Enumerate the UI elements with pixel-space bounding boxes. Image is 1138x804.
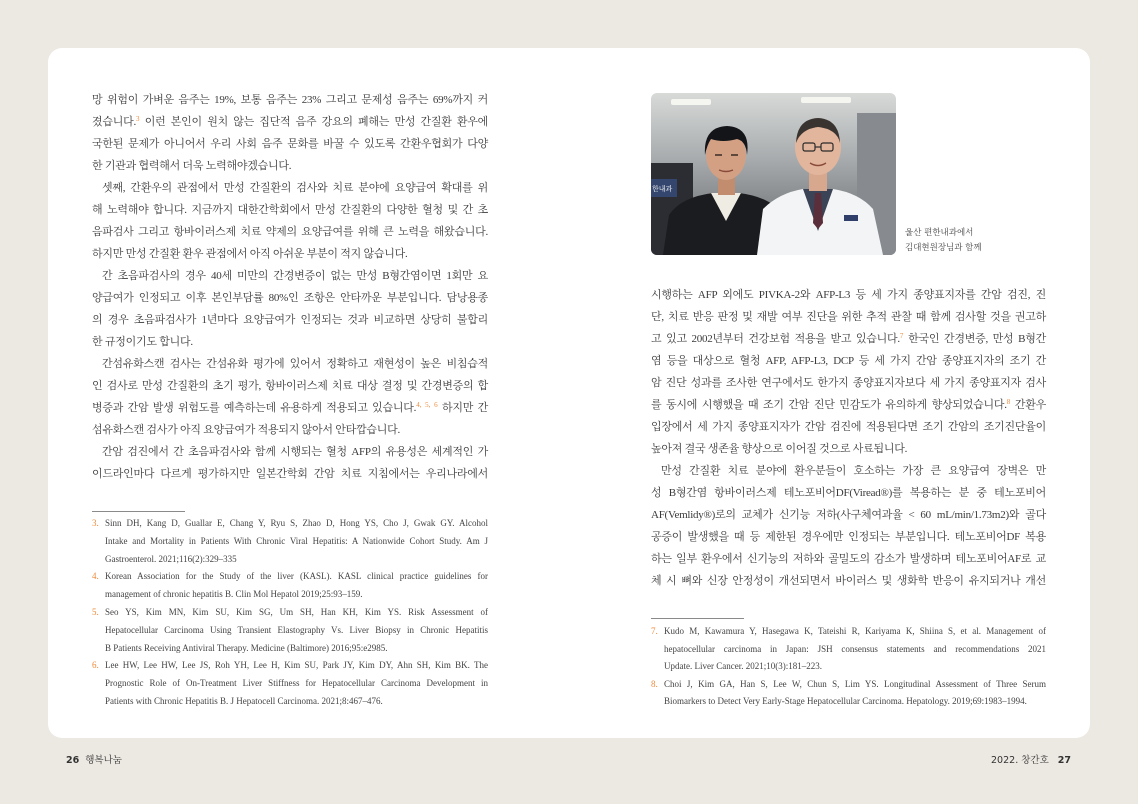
body-text-line: 한 기관과 협력해서 더욱 노력해야겠습니다. (92, 160, 292, 172)
body-text-line: 간 초음파검사의 경우 40세 미만의 간경변증이 없는 만성 B형간염이면 1회만 요 (102, 270, 488, 282)
reference-line: management of chronic hepatitis B. Clin Mol Hepatol 2019;25:93–159. (105, 589, 363, 600)
footnote-ref: 7 (899, 332, 904, 340)
reference-line: Korean Association for the Study of the liver (KASL). KASL clinical practice guidelines for (105, 571, 488, 582)
left-column (92, 89, 488, 485)
reference-line: hepatocellular carcinoma in Japan: JSH consensus statements and recommendations 2021 (664, 643, 1046, 654)
reference-number: 7. (651, 626, 658, 636)
body-text-line: 의 경우 초음파검사가 1년마다 요양급여가 인정되는 것과 비교하면 상당히 불합리 (92, 314, 488, 326)
ceiling-light (671, 99, 711, 105)
body-text-line: 음파검사 그리고 항바이러스제 치료 약제의 요양급여를 위해 큰 노력을 해왔습니다. (92, 226, 488, 238)
footnote-ref: 8 (1006, 398, 1011, 406)
page-number: 27 (1057, 755, 1071, 766)
reference-line: Choi J, Kim GA, Han S, Lee W, Chun S, Lim YS. Longitudinal Assessment of Three Serum (664, 678, 1046, 689)
reference-item (92, 568, 488, 604)
reference-line: Prognostic Role of On-Treatment Liver Stiffness for Hepatocellular Carcinoma Development in (105, 678, 488, 689)
body-text-line: 인 검사로 만성 간질환의 초기 평가, 항바이러스제 치료 대상 결정 및 간경변증의 합 (92, 380, 488, 392)
references-left (92, 515, 488, 711)
reference-line: Biomarkers to Detect Very Early-Stage Hepatocellular Carcinoma. Hepatology. 2019;69:1983–1994. (664, 696, 1027, 706)
body-text-line: 만성 간질환 치료 분야에 환우분들이 호소하는 가장 큰 요양급여 장벽은 만 (661, 465, 1046, 477)
text-run: 고 있고 2002년부터 건강보험 적용을 받고 있습니다. (651, 333, 900, 345)
reference-line: Kudo M, Kawamura Y, Hasegawa K, Tateishi R, Kariyama K, Shiina S, et al. Management of (664, 626, 1046, 636)
text-run: 하지만 간 (437, 402, 488, 414)
reference-number: 4. (92, 571, 99, 582)
reference-line: Intake and Mortality in Patients With Chronic Viral Hepatitis: A Nationwide Cohort Study. Am J (105, 535, 488, 546)
footnote-divider (92, 511, 185, 512)
reference-line: Seo YS, Kim MN, Kim SU, Kim SG, Um SH, Han KH, Kim YS. Risk Assessment of (105, 606, 488, 617)
reference-line: Update. Liver Cancer. 2021;10(3):181–223. (664, 661, 822, 671)
reference-item (651, 623, 1046, 676)
body-text-line: 시행하는 AFP 외에도 PIVKA-2와 AFP-L3 등 세 가지 종양표지자를 간암 검진, 진 (651, 289, 1046, 301)
body-text-line (651, 394, 1046, 416)
footer-left (66, 754, 122, 768)
text-run: 졌습니다. (92, 116, 137, 128)
paragraph (92, 89, 488, 177)
reference-number: 3. (92, 518, 99, 528)
reference-body (105, 568, 488, 604)
reference-number: 5. (92, 606, 99, 617)
paragraph (92, 353, 488, 441)
body-text-line: 간암 검진에서 간 초음파검사와 함께 시행되는 혈청 AFP의 유용성은 세계적인 가 (102, 446, 488, 458)
reference-body (664, 623, 1046, 676)
reference-body (105, 515, 488, 568)
clinic-sign-text: 한내과 (652, 185, 673, 193)
body-text-line (651, 328, 1046, 350)
caption-line: 김대현원장님과 함께 (905, 243, 982, 253)
body-text-line: 섬유화스캔 검사가 아직 요양급여가 적용되지 않아서 안타깝습니다. (92, 424, 401, 436)
body-text-line: 한 규정이기도 합니다. (92, 336, 193, 348)
body-text-line: 하는 일부 환우에서 신기능의 저하와 골밀도의 감소가 발생하며 테노포비어AF로 교 (651, 553, 1046, 565)
reference-line: Lee HW, Lee HW, Lee JS, Roh YH, Lee H, Kim SU, Park JY, Kim DY, Ahn SH, Kim BK. The (105, 660, 488, 671)
text-run: 를 동시에 시행했을 때 조기 간암 진단 민감도가 유의하게 향상되었습니다. (651, 399, 1007, 411)
body-text-line: 이드라인마다 다르게 평가하지만 일본간학회 간암 치료 지침에서는 우리나라에서 (92, 468, 488, 480)
body-text-line: 하지만 만성 간질환 환우 관점에서 아직 아쉬운 부분이 적지 않습니다. (92, 248, 408, 260)
body-text-line: 암 진단 성과를 조사한 연구에서도 한가지 종양표지자보다 세 가지 종양표지자 검사 (651, 377, 1046, 389)
paragraph (92, 441, 488, 485)
text-run: 이런 본인이 원치 않는 집단적 음주 강요의 폐해는 만성 간질환 환우에 (139, 116, 488, 128)
paragraph (651, 460, 1046, 592)
body-text-line: 양급여가 인정되고 이후 본인부담률 80%인 조항은 안타까운 부분입니다. 담낭용종 (92, 292, 488, 304)
body-text-line: 해 노력해야 합니다. 지금까지 대한간학회에서 만성 간질환의 다양한 혈청 및 간 초 (92, 204, 488, 216)
references-right (651, 623, 1046, 711)
reference-item (92, 657, 488, 710)
body-text-line: 국한된 문제가 아니어서 우리 사회 음주 문화를 바꿀 수 있도록 간환우협회가 다양 (92, 138, 488, 150)
body-text-line: 공증이 발생했을 때 등 제한된 경우에만 인정되는 부분입니다. 테노포비어DF 복용 (651, 531, 1046, 543)
reference-line: B Patients Receiving Antiviral Therapy. Medicine (Baltimore) 2016;95:e2985. (105, 642, 388, 653)
body-text-line: 셋째, 간환우의 관점에서 만성 간질환의 검사와 치료 분야에 요양급여 확대를 위 (102, 182, 488, 194)
text-run: 간환우 (1010, 399, 1046, 411)
page-number: 26 (66, 755, 80, 766)
body-text-line: 체 시 뼈와 신장 안정성이 개선되면서 바이러스 및 생화학 반응이 유지되거나 개선 (651, 575, 1046, 587)
paragraph (92, 265, 488, 353)
paragraph (92, 177, 488, 265)
reference-item (651, 676, 1046, 711)
body-text-line: 염 등을 대상으로 혈청 AFP, AFP-L3, DCP 등 세 가지 간암 종양표지자의 조기 간 (651, 355, 1046, 367)
reference-body (105, 604, 488, 657)
body-text-line (92, 397, 488, 419)
body-text-line: 높아져 결국 생존율 향상으로 이어질 것으로 사료됩니다. (651, 443, 908, 455)
body-text-line: 망 위험이 가벼운 음주는 19%, 보통 음주는 23% 그리고 문제성 음주는 69%까지 커 (92, 94, 488, 106)
paragraph (651, 284, 1046, 460)
footnote-ref: 3 (136, 115, 140, 123)
magazine-title: 행복나눔 (85, 755, 122, 766)
body-text-line: AF(Vemlidy®)로의 교체가 신기능 저하(사구체여과율 < 60 mL/min/1.73m2)와 골다 (651, 509, 1046, 521)
text-run: 한국인 간경변증, 만성 B형간 (903, 333, 1046, 345)
reference-item (92, 515, 488, 568)
body-text-line: 단, 치료 반응 판정 및 재발 여부 진단을 위한 추적 관찰 때 함께 검사할 것을 권고하 (651, 311, 1046, 323)
body-text-line: 간섬유화스캔 검사는 간섬유화 평가에 있어서 정확하고 재현성이 높은 비침습적 (102, 358, 488, 370)
body-text-line: 성 B형간염 항바이러스제 테노포비어DF(Viread®)를 복용하는 분 중 테노포비어 (651, 487, 1046, 499)
body-text-line: 입장에서 세 가지 종양표지자가 간암 검진에 적용된다면 조기 간암의 조기진단율이 (651, 421, 1046, 433)
text-run: 병증과 간암 발생 위험도를 예측하는데 유용하게 적용되고 있습니다. (92, 402, 417, 414)
ceiling-light (801, 97, 851, 103)
reference-body (105, 657, 488, 710)
issue-label: 2022. 창간호 (991, 755, 1049, 766)
footer-right (991, 754, 1071, 768)
reference-line: Sinn DH, Kang D, Guallar E, Chang Y, Ryu S, Zhao D, Hong YS, Cho J, Gwak GY. Alcohol (105, 518, 488, 528)
reference-line: Hepatocellular Carcinoma Using Transient Elastography Vs. Liver Biopsy in Chronic Hepatitis (105, 624, 488, 635)
body-text-line (92, 111, 488, 133)
reference-number: 8. (651, 678, 658, 689)
reference-number: 6. (92, 660, 99, 671)
reference-line: Patients with Chronic Hepatitis B. J Hepatocell Carcinoma. 2021;8:467–476. (105, 695, 383, 706)
photo (651, 93, 896, 255)
footnote-divider (651, 618, 744, 619)
right-column (651, 284, 1046, 592)
photo-caption (905, 226, 982, 256)
caption-line: 울산 편한내과에서 (905, 228, 974, 238)
reference-item (92, 604, 488, 657)
footnote-ref: 4, 5, 6 (416, 401, 438, 409)
photo-illustration (651, 93, 896, 255)
reference-body (664, 676, 1046, 711)
reference-line: Gastroenterol. 2021;116(2):329–335 (105, 553, 237, 564)
